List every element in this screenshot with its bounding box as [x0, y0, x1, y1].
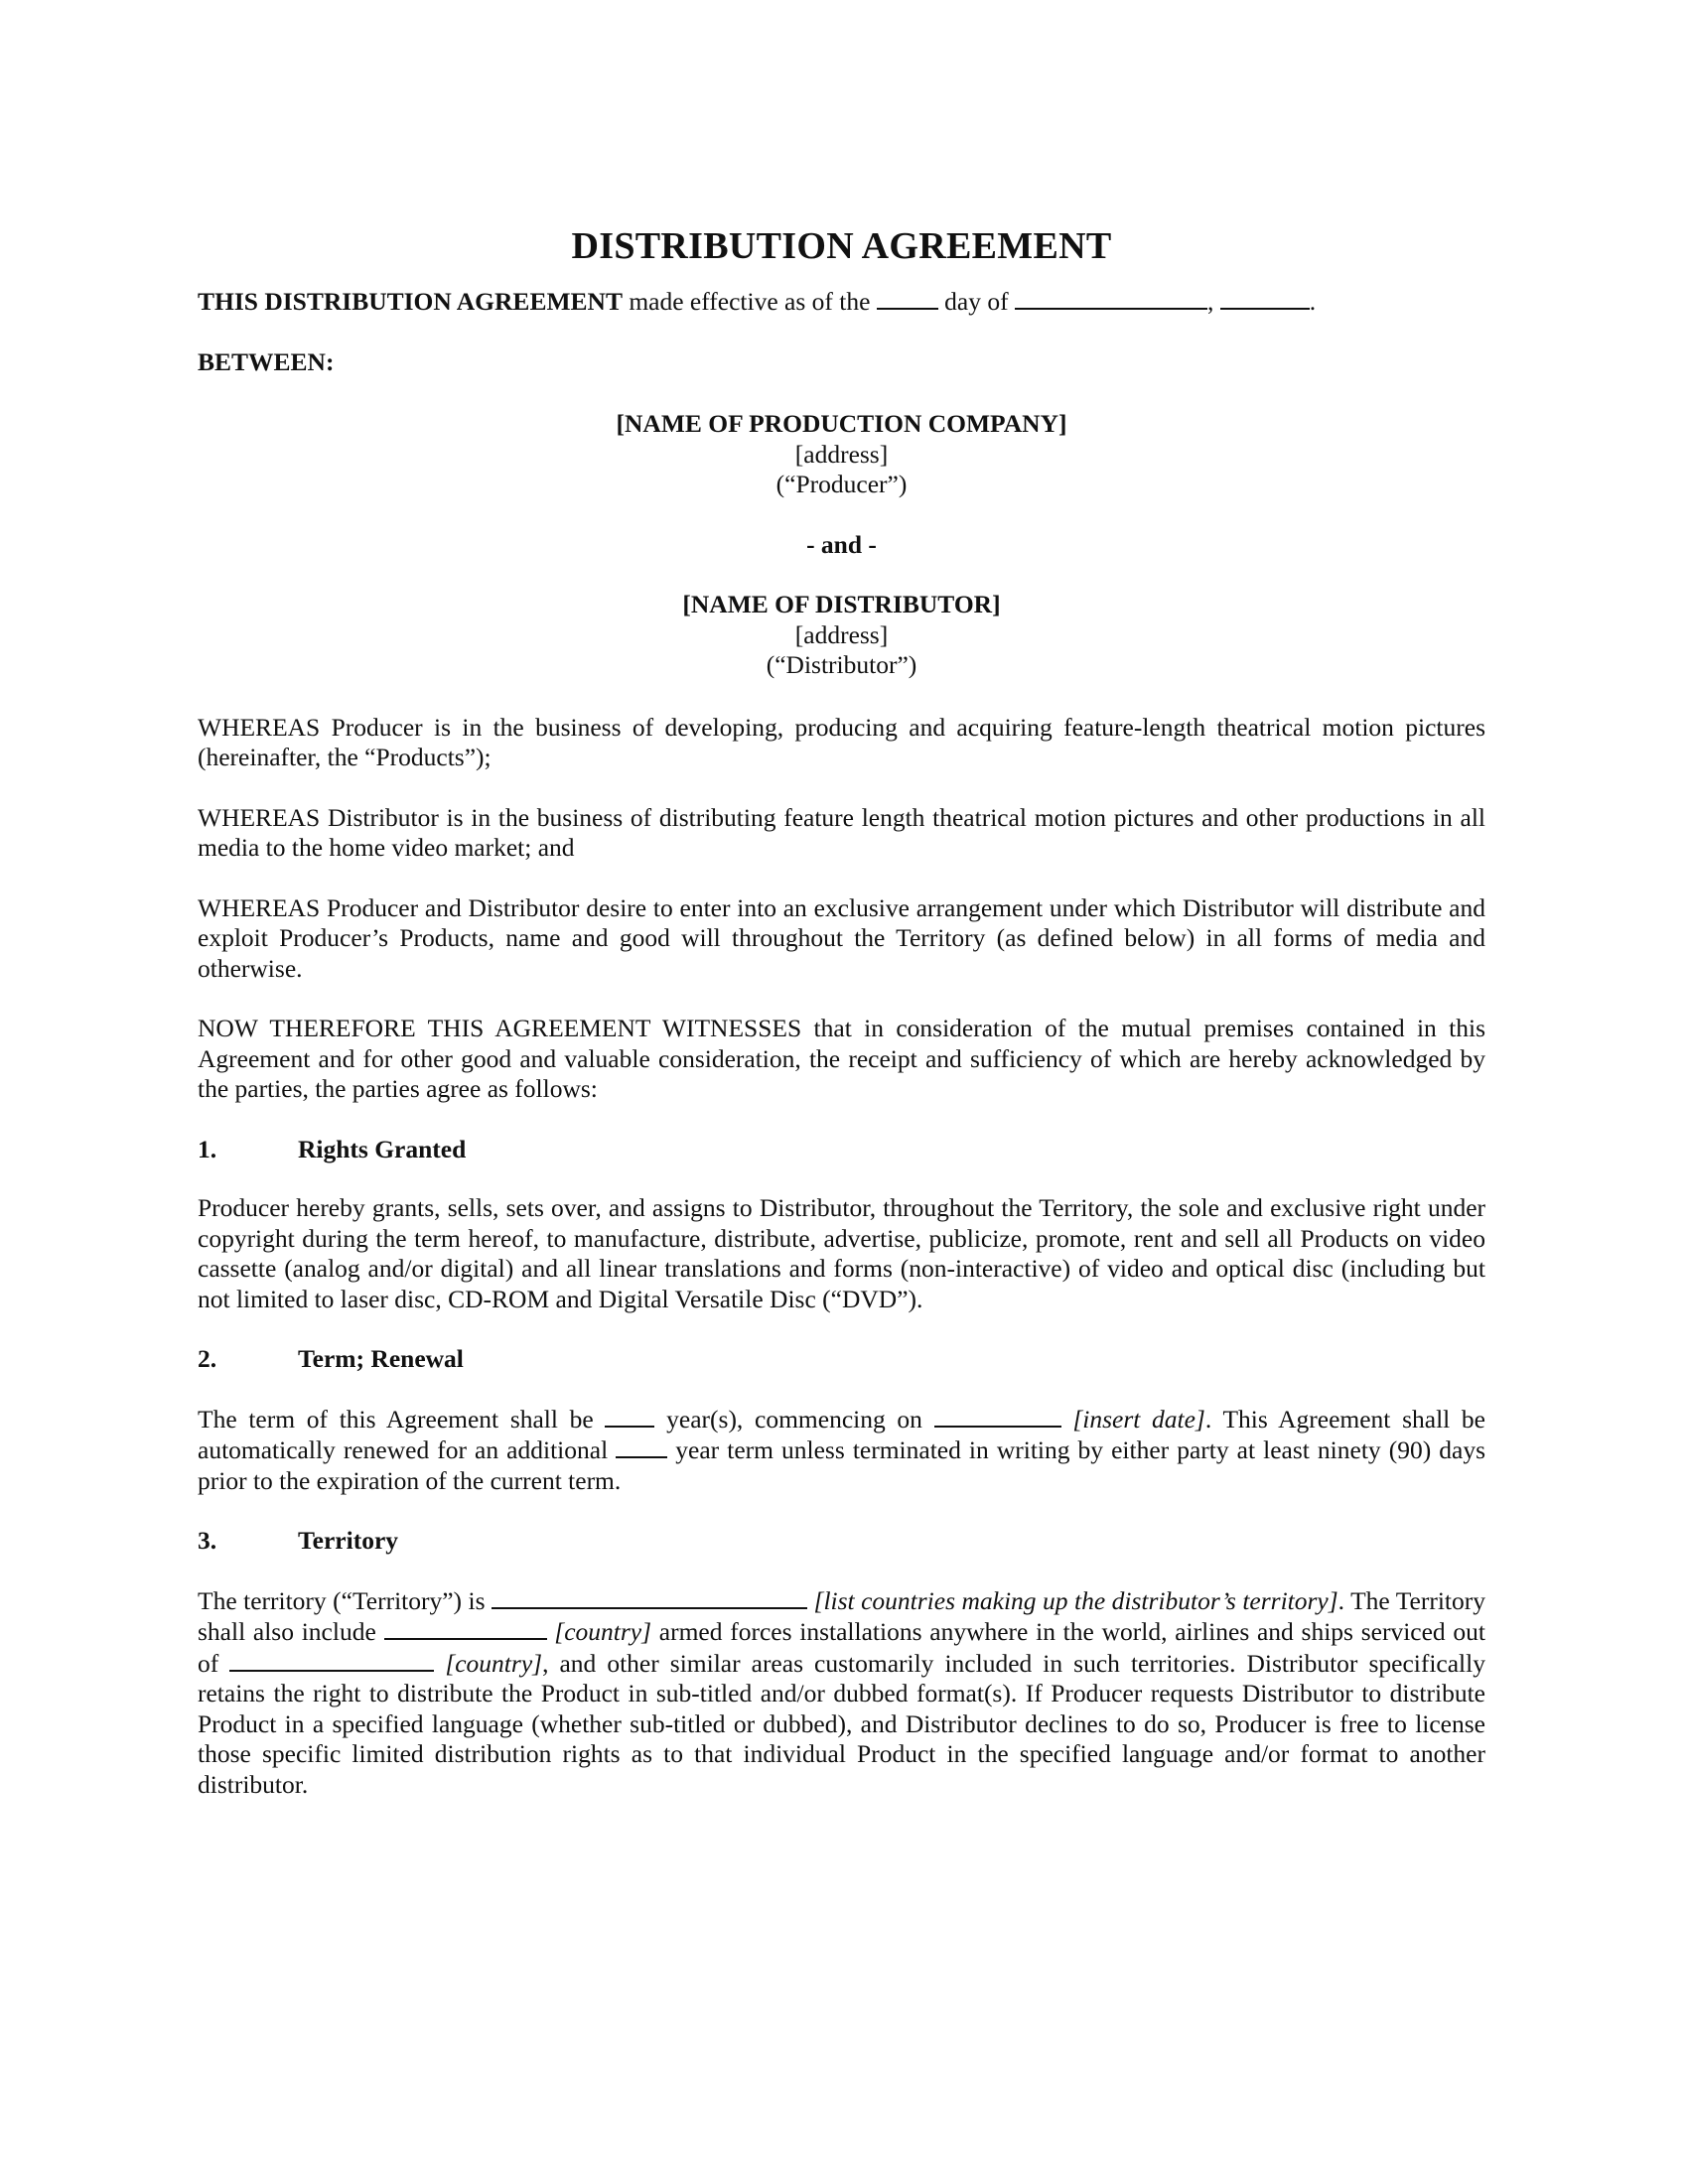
preamble-text-2: day of	[937, 287, 1015, 316]
party-2-name: [NAME OF DISTRIBUTOR]	[682, 590, 1001, 618]
section-3-text-1: The territory (“Territory”) is	[198, 1585, 492, 1615]
section-2-title: Term; Renewal	[298, 1344, 464, 1373]
section-3-heading	[198, 1526, 1485, 1557]
document-page	[198, 224, 1485, 1830]
blank-month	[1015, 286, 1207, 310]
section-1-heading	[198, 1135, 1485, 1165]
blank-commencement-date	[934, 1404, 1061, 1428]
party-1-name: [NAME OF PRODUCTION COMPANY]	[616, 409, 1067, 438]
party-2-address: [address]	[794, 619, 889, 649]
and-separator: - and -	[806, 529, 877, 559]
blank-term-years	[605, 1404, 654, 1428]
party-2-defined: (“Distributor”)	[766, 650, 917, 679]
section-2-text-5: year term unless terminated in writing by either party at least ninety (90) days prior to the expiration of the current term.	[198, 1435, 1485, 1495]
section-3-text-5: armed forces installations anywhere in the world, airlines and ships serviced out of	[198, 1617, 1486, 1678]
section-3-country-1: [country]	[546, 1617, 652, 1646]
section-2-heading	[198, 1344, 1485, 1375]
section-2-text-1: The term of this Agreement shall be	[198, 1404, 606, 1433]
between-label: BETWEEN:	[198, 346, 335, 376]
section-3-body	[198, 1585, 1485, 1801]
section-1-body: Producer hereby grants, sells, sets over, and assigns to Distributor, throughout the Territory, the sole and exclusive right under copyright during the term hereof, to manufacture, distribute, advertise, publicize, promote, rent and sell all Products on video cassette (analog and/or digital) and all linear translations and forms (non-interactive) of video and optical disc (including but not limited to laser disc, CD-ROM and Digital Versatile Disc (“DVD”).	[198, 1193, 1485, 1313]
preamble-lead: THIS DISTRIBUTION AGREEMENT	[198, 287, 623, 316]
recital-3: WHEREAS Producer and Distributor desire to enter into an exclusive arrangement under which Distributor will distribute and exploit Producer’s Products, name and good will throughout the Territory (as defined below) in all forms of media and otherwise.	[198, 892, 1485, 983]
section-2-text-2: year(s), commencing on	[654, 1404, 934, 1433]
section-3-text-7: , and other similar areas customarily included in such territories. Distributor specifically retains the right to distribute the Product in sub-titled and/or dubbed format(s). If Producer requests Distributor to distribute Product in a specified language (whether sub-titled or dubbed), and Distributor declines to do so, Producer is free to license those specific limited distribution rights as to that individual Product in the specified language and/or format to another distributor.	[198, 1648, 1485, 1799]
section-3-number: 3.	[198, 1526, 217, 1555]
section-3-list-countries: [list countries making up the distributor’s territory]	[807, 1585, 1338, 1615]
section-2-number: 2.	[198, 1344, 217, 1373]
section-1-number: 1.	[198, 1134, 217, 1163]
section-2-body	[198, 1404, 1485, 1497]
party-1-address: [address]	[794, 439, 889, 469]
section-3-title: Territory	[298, 1526, 399, 1555]
section-2-text-4: . This Agreement shall be automatically renewed for an additional	[198, 1404, 1486, 1464]
section-1-title: Rights Granted	[298, 1134, 467, 1163]
blank-country-2	[229, 1648, 434, 1672]
blank-renewal-years	[616, 1434, 667, 1458]
blank-territory	[492, 1585, 807, 1609]
section-2-insert-date: [insert date]	[1060, 1404, 1205, 1433]
party-1-defined: (“Producer”)	[775, 470, 908, 498]
section-3-text-3: . The Territory shall also include	[198, 1585, 1485, 1646]
preamble-text-1: made effective as of the	[622, 287, 877, 316]
blank-day	[877, 286, 938, 310]
recital-1: WHEREAS Producer is in the business of developing, producing and acquiring feature-length theatrical motion pictures (hereinafter, the “Products”);	[198, 712, 1485, 771]
recital-now-therefore: NOW THEREFORE THIS AGREEMENT WITNESSES that in consideration of the mutual premises contained in this Agreement and for other good and valuable consideration, the receipt and sufficiency of which are hereby acknowledged by the parties, the parties agree as follows:	[198, 1014, 1485, 1103]
blank-year	[1220, 286, 1310, 310]
section-3-country-2: [country]	[434, 1648, 543, 1678]
recital-2: WHEREAS Distributor is in the business of distributing feature length theatrical motion pictures and other productions in all media to the home video market; and	[198, 802, 1485, 862]
preamble-text-3: ,	[1206, 287, 1220, 316]
blank-country-1	[384, 1616, 547, 1640]
preamble-text-4: .	[1309, 287, 1317, 316]
preamble	[198, 286, 1485, 318]
document-title: DISTRIBUTION AGREEMENT	[571, 225, 1112, 267]
